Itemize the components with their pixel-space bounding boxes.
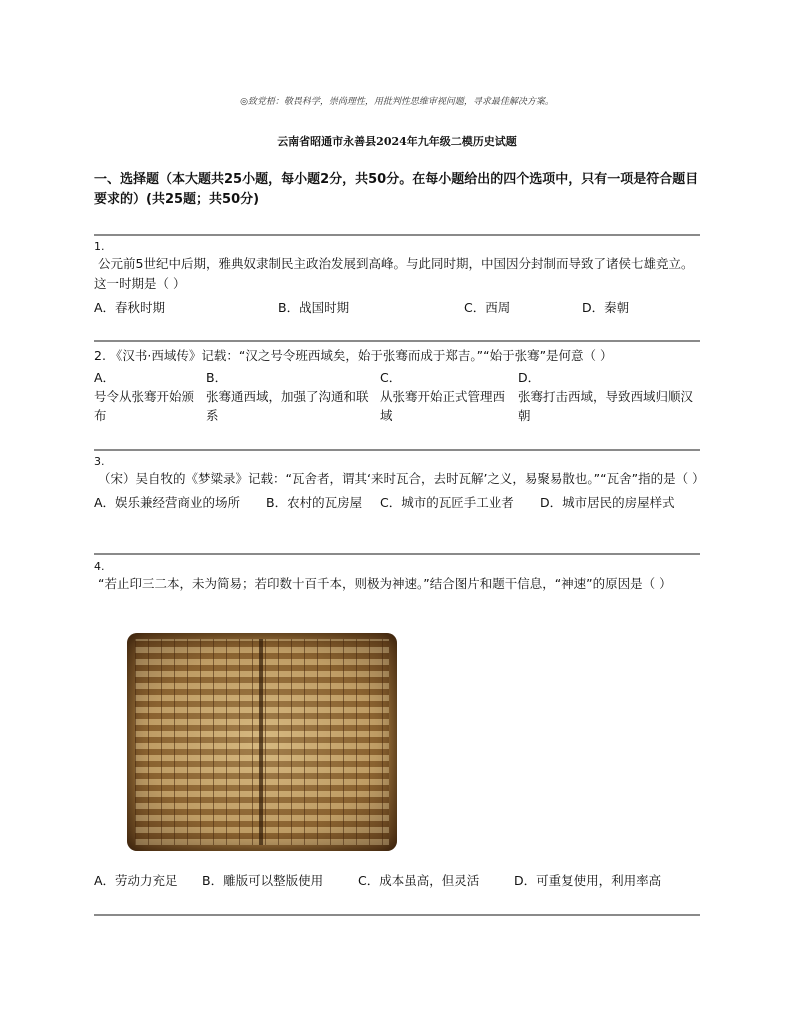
option-b[interactable]: B．战国时期 (278, 300, 350, 315)
option-c[interactable]: C．城市的瓦匠手工业者 (380, 495, 514, 510)
question-number: 3. (94, 455, 105, 468)
question-3 (94, 455, 705, 513)
divider (94, 914, 700, 916)
option-d[interactable] (518, 368, 698, 425)
option-text: 从张骞开始正式管理西域 (380, 389, 506, 423)
section-heading: 一、选择题（本大题共25小题，每小题2分，共50分。在每小题给出的四个选项中，只有一项是符合题目要求的）(共25题；共50分) (94, 172, 699, 207)
question-number: 4. (94, 560, 105, 573)
question-stem: 公元前5世纪中后期，雅典奴隶制民主政治发展到高峰。与此同时期，中国因分封制而导致了诸侯七雄竞立。这一时期是（ ） (94, 256, 694, 291)
option-text: 号令从张骞开始颁布 (94, 389, 195, 423)
option-a[interactable] (94, 368, 206, 425)
divider (94, 340, 700, 342)
option-c[interactable] (380, 368, 518, 425)
option-text: 张骞通西域，加强了沟通和联系 (206, 389, 369, 423)
option-d[interactable]: D．秦朝 (582, 300, 630, 315)
option-b[interactable] (206, 368, 380, 425)
option-b[interactable]: B．雕版可以整版使用 (202, 873, 324, 888)
option-d[interactable]: D．城市居民的房屋样式 (540, 495, 675, 510)
page-title: 云南省昭通市永善县2024年九年级二模历史试题 (277, 135, 517, 148)
option-c[interactable]: C．西周 (464, 300, 511, 315)
option-letter: C． (380, 370, 402, 385)
option-a[interactable]: A．春秋时期 (94, 300, 166, 315)
option-a[interactable]: A．劳动力充足 (94, 873, 178, 888)
option-a[interactable]: A．娱乐兼经营商业的场所 (94, 495, 241, 510)
question-1 (94, 240, 700, 318)
question-number: 1. (94, 240, 105, 253)
option-d[interactable]: D．可重复使用，利用率高 (514, 873, 662, 888)
option-b[interactable]: B．农村的瓦房屋 (266, 495, 363, 510)
question-stem: 《汉书·西域传》记载：“汉之号令班西域矣，始于张骞而成于郑吉。”“始于张骞”是何意（ ） (109, 348, 613, 363)
option-letter: A． (94, 370, 116, 385)
divider (94, 449, 700, 451)
woodblock-printing-image (127, 633, 397, 851)
option-letter: D． (518, 370, 541, 385)
option-text: 张骞打击西域，导致西域归顺汉朝 (518, 389, 694, 423)
motto: ◎致党梧：敬畏科学，崇尚理性，用批判性思维审视问题，寻求最佳解决方案。 (240, 97, 554, 107)
divider (94, 553, 700, 555)
question-2 (94, 346, 700, 425)
option-letter: B． (206, 370, 228, 385)
divider (94, 234, 700, 236)
option-c[interactable]: C．成本虽高，但灵活 (358, 873, 480, 888)
question-4 (94, 560, 700, 594)
question-stem: “若止印三二本，未为简易；若印数十百千本，则极为神速。”结合图片和题干信息，“神速”的原因是（ ） (98, 576, 672, 591)
question-4-options (94, 869, 700, 891)
question-number: 2. (94, 348, 106, 363)
question-stem: （宋）吴自牧的《梦粱录》记载：“瓦舍者，谓其‘来时瓦合，去时瓦解’之义，易聚易散也。”“瓦舍”指的是（ ） (98, 471, 705, 486)
